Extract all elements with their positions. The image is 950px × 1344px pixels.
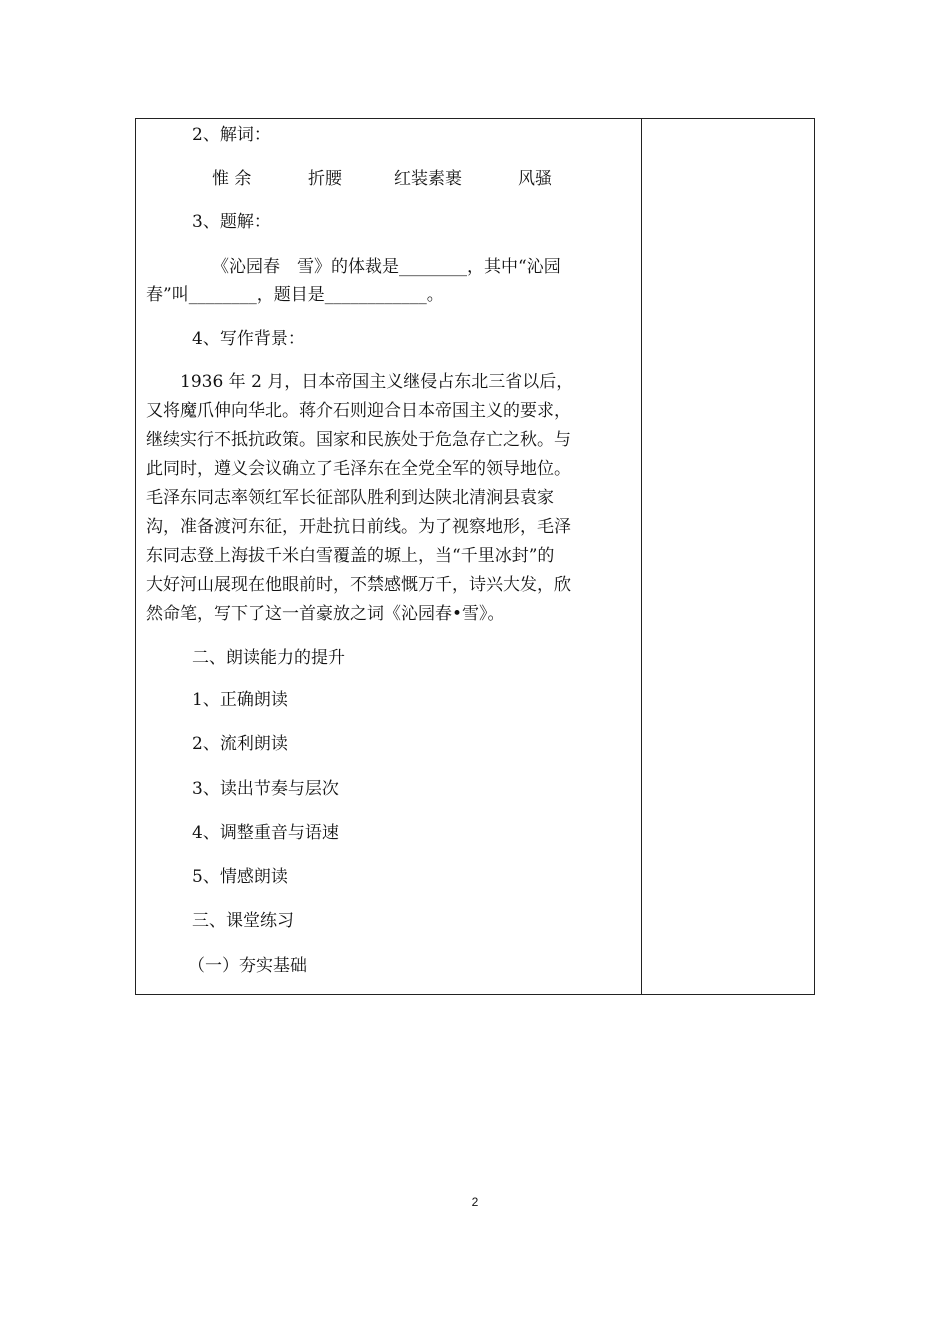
part3-title: 三、课堂练习: [192, 911, 294, 931]
reading-item: 3、读出节奏与层次: [192, 779, 339, 799]
page-number: 2: [471, 1195, 479, 1209]
paragraph-line: 大好河山展现在他眼前时，不禁感慨万千，诗兴大发，欣: [146, 575, 571, 595]
vocab-word: 折腰: [308, 169, 342, 189]
part2-title: 二、朗读能力的提升: [192, 648, 345, 668]
vocab-word: 红装素裹: [394, 169, 462, 189]
vocab-word: 惟 余: [212, 169, 252, 189]
part3-subtitle: （一）夯实基础: [188, 956, 307, 976]
reading-item: 1、正确朗读: [192, 690, 288, 710]
reading-item: 2、流利朗读: [192, 734, 288, 754]
column-divider: [641, 119, 642, 994]
lesson-table: [135, 118, 815, 995]
paragraph-line: 又将魔爪伸向华北。蒋介石则迎合日本帝国主义的要求，: [146, 401, 571, 421]
section-background-title: 4、写作背景：: [192, 329, 305, 349]
paragraph-line: 沟，准备渡河东征，开赴抗日前线。为了视察地形，毛泽: [146, 517, 571, 537]
paragraph-line: 1936 年 2 月，日本帝国主义继侵占东北三省以后，: [146, 372, 574, 392]
background-paragraph: [146, 368, 634, 629]
paragraph-line: 此同时，遵义会议确立了毛泽东在全党全军的领导地位。: [146, 459, 571, 479]
section-tijie-title: 3、题解：: [192, 212, 271, 232]
paragraph-line: 然命笔，写下了这一首豪放之词《沁园春•雪》。: [146, 604, 505, 624]
reading-item: 5、情感朗读: [192, 867, 288, 887]
vocab-list: [212, 169, 552, 189]
reading-item: 4、调整重音与语速: [192, 823, 339, 843]
paragraph-line: 继续实行不抵抗政策。国家和民族处于危急存亡之秋。与: [146, 430, 571, 450]
tijie-line-2: 春”叫________，题目是____________。: [146, 285, 444, 305]
vocab-word: 风骚: [518, 169, 552, 189]
paragraph-line: 东同志登上海拔千米白雪覆盖的塬上，当“千里冰封”的: [146, 546, 555, 566]
tijie-line-1: 《沁园春 雪》的体裁是________，其中“沁园: [212, 257, 561, 277]
paragraph-line: 毛泽东同志率领红军长征部队胜利到达陕北清涧县袁家: [146, 488, 554, 508]
section-jieci-title: 2、解词：: [192, 125, 271, 145]
